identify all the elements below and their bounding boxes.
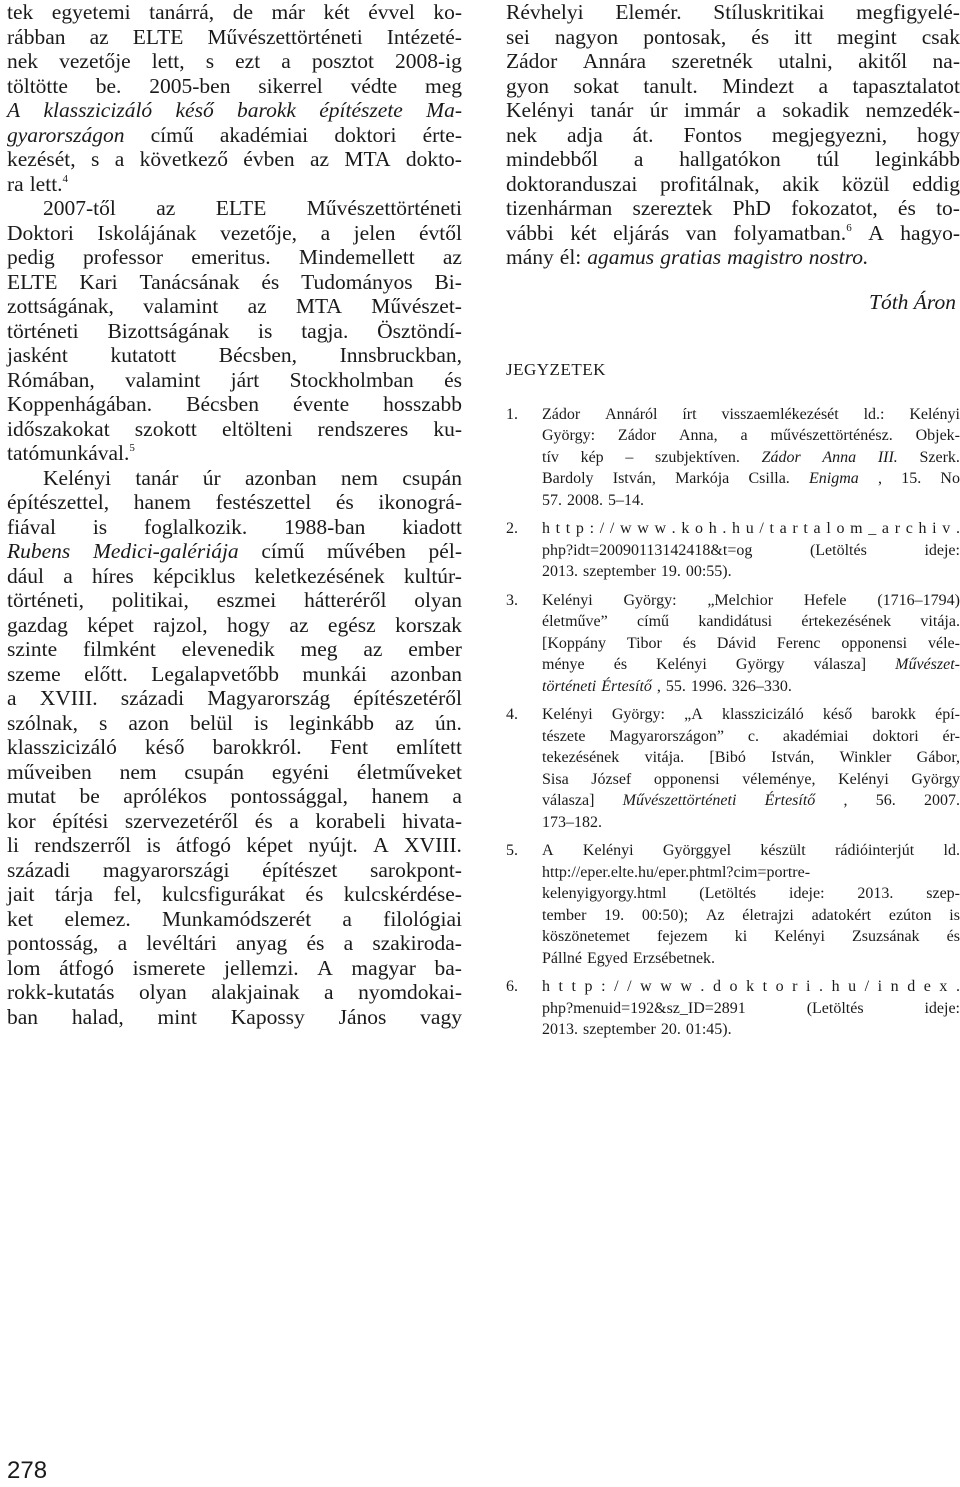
left-text-line: pontosság, a levéltári anyag és a szakiroda-	[7, 931, 462, 955]
right-text-line: tizenhárman szereztek PhD fokozatot, és to-	[506, 196, 960, 220]
note-line: 57. 2008. 5–14.	[542, 491, 644, 509]
left-text-line: időszakokat szokott eltölteni rendszeres ku-	[7, 416, 462, 441]
note-line: Bardoly István, Markója Csilla. Enigma , 15. No	[542, 470, 960, 487]
note-line: Pállné Egyed Erzsébetnek.	[542, 949, 716, 967]
left-text-line: szinte filmként elevenedik meg az ember	[7, 637, 462, 661]
note-line: Kelényi György: „Melchior Hefele (1716–1794)	[542, 591, 960, 609]
right-column	[506, 0, 960, 1048]
note-item	[506, 840, 960, 969]
note-number: 4.	[506, 706, 518, 723]
left-text-line: dául a híres képciklus keletkezésének kultúr-	[7, 563, 462, 588]
note-text	[542, 840, 960, 969]
note-line: kelenyigyorgy.html (Letöltés ideje: 2013. szep-	[542, 885, 960, 902]
left-text-line: jasként kutatott Bécsben, Innsbruckban,	[7, 343, 462, 367]
footnote-ref: 5	[129, 442, 135, 454]
note-line: h t t p : / / w w w . d o k t o r i . h u / i n d e x .	[542, 978, 960, 995]
left-text-line: műveiben nem csupán egyéni életműveket	[7, 759, 462, 784]
left-text-line: szólnak, s azon belül is leginkább az ún.	[7, 710, 462, 735]
note-line: Sisa József opponensi véleménye, Kelényi György	[542, 770, 960, 788]
note-number: 2.	[506, 520, 518, 537]
note-line: http://eper.elte.hu/eper.phtml?cim=portre-	[542, 863, 811, 881]
left-text-line: gyarországon című akadémiai doktori érte-	[7, 122, 462, 147]
note-number: 6.	[506, 978, 518, 995]
left-text-line: századi magyarországi építészet sarokpont-	[7, 857, 462, 882]
article-text-right	[506, 0, 960, 270]
right-text-line: gyon sokat tanult. Mindezt a tapasztalatot	[506, 73, 960, 98]
note-item	[506, 590, 960, 698]
left-text-line: kor építési szervezetéről és a korabeli hivata-	[7, 808, 462, 833]
left-text-line: kezését, s a következő évben az MTA dokto-	[7, 147, 462, 171]
note-line: 2013. szeptember 19. 00:55).	[542, 563, 732, 580]
left-text-line: ELTE Kari Tanácsának és Tudományos Bi-	[7, 269, 462, 294]
note-item	[506, 518, 960, 583]
note-item	[506, 404, 960, 512]
note-line: köszönetemet fejezem ki Kelényi Zsuzsának és	[542, 928, 960, 945]
left-text-line: történeti Bizottságának is tagja. Ösztöndí-	[7, 318, 462, 343]
left-text-line: ra lett.$^4$	[7, 171, 69, 196]
left-text-line: Kelényi tanár úr azonban nem csupán	[43, 465, 462, 490]
note-line: [Koppány Tibor és Dávid Ferenc opponensi véle-	[542, 634, 960, 652]
note-line: A Kelényi Györggyel készült rádióinterjút ld.	[542, 842, 960, 859]
left-text-line: lom átfogó ismerete jellemzi. A magyar ba-	[7, 955, 462, 980]
left-text-line: a XVIII. századi Magyarország építészetéről	[7, 686, 462, 710]
note-line: 173–182.	[542, 813, 602, 831]
note-item	[506, 704, 960, 833]
note-line: életműve” című kandidátusi értekezésének vitája.	[542, 613, 960, 630]
left-text-line: rábban az ELTE Művészettörténeti Intézeté-	[7, 24, 462, 49]
right-text-line: vábbi két eljárás van folyamatban.$^6$ A hagyo-	[506, 220, 960, 245]
note-line: 2013. szeptember 20. 01:45).	[542, 1021, 732, 1038]
note-line: történeti Értesítő , 55. 1996. 326–330.	[542, 677, 792, 695]
left-text-line: építészettel, hanem festészettel és ikonográ-	[7, 490, 462, 514]
note-item	[506, 976, 960, 1041]
left-text-line: Rubens Medici-galériája című művében pél-	[7, 539, 462, 563]
footnote-ref: 6	[846, 221, 852, 234]
right-text-line: Zádor Annára szeretnék utalni, akitől na-	[506, 49, 960, 73]
note-number: 3.	[506, 591, 518, 609]
note-line: válasza] Művészettörténeti Értesítő , 56. 2007.	[542, 792, 960, 809]
left-text-line: ban halad, mint Kapossy János vagy	[7, 1004, 462, 1029]
left-text-line: töltötte be. 2005-ben sikerrel védte meg	[7, 73, 462, 98]
left-text-line: fiával is foglalkozik. 1988-ban kiadott	[7, 514, 462, 539]
left-text-line: li rendszerről is átfogó képet nyújt. A XVIII.	[7, 833, 462, 857]
right-text-line: doktoranduszai profitálnak, akik közül eddig	[506, 171, 960, 196]
left-column	[7, 0, 462, 1029]
left-text-line: klasszicizáló késő barokkról. Fent említett	[7, 735, 462, 759]
left-text-line: ket elemez. Munkamódszerét a filológiai	[7, 906, 462, 931]
left-text-line: nek vezetője lett, s ezt a posztot 2008-ig	[7, 49, 462, 73]
note-line: ménye és Kelényi György válasza] Művészet-	[542, 656, 960, 673]
author-signature: Tóth Áron	[868, 289, 956, 314]
left-text-line: szeme előtt. Legalapvetőbb munkái azonban	[7, 661, 462, 686]
note-text	[542, 976, 960, 1041]
note-line: php?menuid=192&sz_ID=2891 (Letöltés ideje:	[542, 999, 960, 1017]
left-text-line: zottságának, valamint az MTA Művészet-	[7, 294, 462, 318]
left-text-line: rokk-kutatás olyan alakjainak a nyomdokai-	[7, 980, 462, 1004]
right-text-line: sei nagyon pontosak, és itt megint csak	[506, 24, 960, 49]
note-line: php?idt=20090113142418&t=og (Letöltés ideje:	[542, 541, 960, 559]
note-line: h t t p : / / w w w . k o h . h u / t a r t a l o m _ a r c h i v .	[542, 520, 960, 537]
left-text-line: 2007-től az ELTE Művészettörténeti	[43, 196, 462, 220]
note-line: tember 19. 00:50); Az életrajzi adatokért ezúton is	[542, 906, 960, 924]
left-text-line: pedig professor emeritus. Mindemellett az	[7, 245, 462, 269]
left-text-line: tatómunkával.$^5$	[7, 441, 135, 465]
note-text	[542, 518, 960, 583]
notes-heading: JEGYZETEK	[506, 359, 606, 379]
notes-list	[506, 404, 960, 1041]
right-text-line: mindebből a hallgatókon túl leginkább	[506, 147, 960, 171]
right-text-line: Révhelyi Elemér. Stíluskritikai megfigyelé-	[506, 0, 960, 24]
left-text-line: jait tárja fel, kulcsfigurákat és kulcskérdése-	[7, 882, 462, 906]
note-line: tekezésének vitája. [Bibó István, Winkler Gábor,	[542, 749, 960, 766]
note-line: tív kép – szubjektíven. Zádor Anna III. Szerk.	[542, 448, 960, 466]
left-text-line: történeti, politikai, eszmei hátteréről olyan	[7, 588, 462, 612]
note-line: tészete Magyarországon” c. akadémiai doktori ér-	[542, 727, 960, 745]
right-text-line: nek adja át. Fontos megjegyezni, hogy	[506, 122, 960, 147]
note-number: 5.	[506, 842, 518, 859]
footnote-ref: 4	[62, 172, 69, 185]
left-text-line: gazdag képet rajzol, hogy az egész korszak	[7, 612, 462, 637]
note-line: Zádor Annáról írt visszaemlékezését ld.: Kelényi	[542, 405, 960, 423]
note-text	[542, 590, 960, 698]
note-text	[542, 404, 960, 512]
right-text-line: mány él: agamus gratias magistro nostro.	[506, 245, 869, 269]
note-number: 1.	[506, 405, 518, 423]
left-text-line: Rómában, valamint járt Stockholmban és	[7, 367, 462, 392]
note-line: György: Zádor Anna, a művészettörténész. Objek-	[542, 427, 960, 444]
right-text-line: Kelényi tanár úr immár a sokadik nemzedék-	[506, 98, 960, 122]
left-text-line: Doktori Iskolájának vezetője, a jelen évtől	[7, 220, 462, 245]
note-line: Kelényi György: „A klasszicizáló késő barokk épí-	[542, 706, 960, 723]
page-number: 278	[7, 1457, 48, 1484]
left-text-line: mutat be aprólékos pontossággal, hanem a	[7, 784, 462, 808]
note-text	[542, 704, 960, 833]
left-text-line: tek egyetemi tanárrá, de már két évvel ko-	[7, 0, 462, 24]
left-text-line: A klasszicizáló késő barokk építészete Ma-	[7, 98, 462, 122]
left-text-line: Koppenhágában. Bécsben évente hosszabb	[7, 392, 462, 416]
